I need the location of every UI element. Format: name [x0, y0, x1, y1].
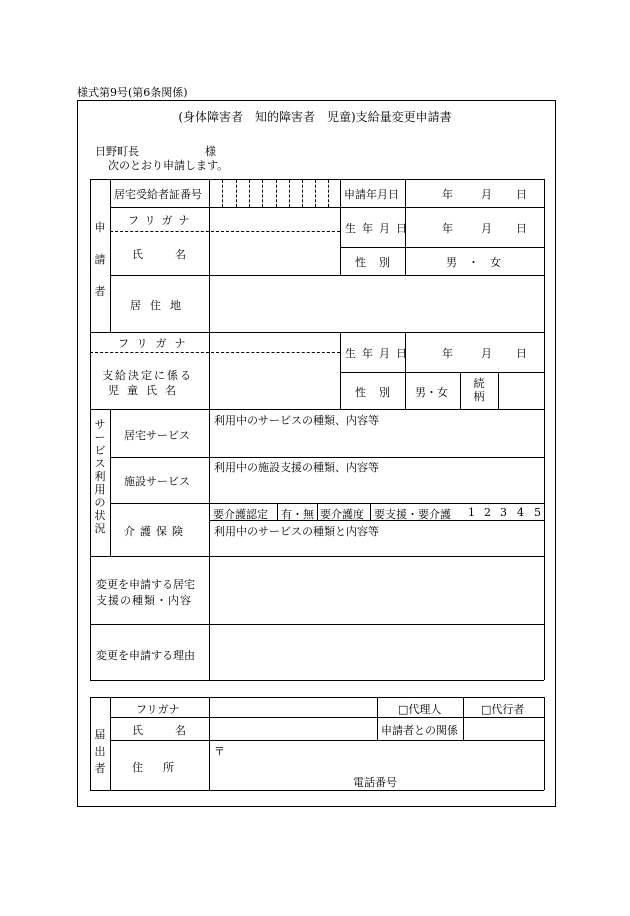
applicant-birth-day: 日	[516, 222, 527, 235]
apply-date-year: 年	[442, 188, 453, 201]
change-kind-label-line2: 支援の種類・内容	[96, 594, 192, 607]
child-birth-day: 日	[516, 347, 527, 360]
care-level-4: 4	[517, 506, 524, 519]
care-level-2: 2	[484, 506, 491, 519]
postal-mark: 〒	[214, 745, 225, 758]
child-birth-label: 生年月日	[345, 347, 413, 360]
apply-date-day: 日	[516, 188, 527, 201]
form-number: 様式第9号(第6条関係)	[77, 86, 188, 99]
home-service-label: 居宅サービス	[124, 429, 190, 442]
care-level-5: 5	[534, 506, 541, 519]
applicant-name-label: 氏名	[132, 248, 218, 261]
phone-label: 電話番号	[353, 776, 397, 789]
notifier-section-label: 届出者	[94, 728, 106, 775]
care-level-options: 要支援・要介護	[374, 508, 451, 521]
child-name-label-line2: 児童氏名	[108, 384, 184, 397]
change-kind-label-line1: 変更を申請する居宅	[96, 578, 195, 591]
notifier-furigana-label: フリガナ	[136, 703, 180, 716]
home-service-note: 利用中のサービスの種類、内容等	[214, 414, 379, 427]
care-level-3: 3	[500, 506, 507, 519]
child-sex-label: 性別	[355, 386, 403, 399]
child-name-label-line1: 支給決定に係る	[102, 369, 193, 382]
honorific: 様	[205, 145, 216, 158]
applicant-section-label: 申請者	[94, 221, 106, 298]
child-sex-options: 男・女	[415, 386, 448, 399]
child-furigana-label: フリガナ	[118, 337, 194, 350]
child-relation-label: 続柄	[473, 377, 485, 403]
services-section-label: サービス利用の状況	[94, 418, 106, 535]
child-birth-year: 年	[442, 347, 453, 360]
notifier-name-label: 氏名	[132, 724, 218, 737]
care-level-label: 要介護度	[320, 508, 364, 521]
apply-date-month: 月	[481, 188, 492, 201]
applicant-birth-month: 月	[481, 222, 492, 235]
change-reason-label: 変更を申請する理由	[96, 649, 195, 662]
facility-service-label: 施設サービス	[124, 475, 190, 488]
applicant-sex-label: 性別	[355, 256, 403, 269]
care-level-1: 1	[468, 506, 475, 519]
notifier-relation-label: 申請者との関係	[381, 724, 458, 737]
care-insurance-note: 利用中のサービスの種類と内容等	[214, 525, 379, 538]
applicant-furigana-label: フリガナ	[128, 214, 196, 227]
child-birth-month: 月	[481, 347, 492, 360]
facility-service-note: 利用中の施設支援の種類、内容等	[214, 461, 379, 474]
agent-checkbox[interactable]: □代理人	[398, 703, 442, 716]
notifier-address-label: 住所	[132, 761, 194, 774]
care-cert-options: 有・無	[281, 508, 314, 521]
cert-number-label: 居宅受給者証番号	[114, 188, 202, 201]
care-insurance-label: 介護保険	[124, 525, 188, 538]
care-cert-label: 要介護認定	[213, 508, 268, 521]
applicant-birth-label: 生年月日	[345, 222, 413, 235]
apply-date-label: 申請年月日	[344, 188, 399, 201]
intro-text: 次のとおり申請します。	[108, 159, 229, 172]
applicant-birth-year: 年	[442, 222, 453, 235]
applicant-address-label: 居住地	[130, 299, 190, 312]
addressee: 日野町長	[95, 145, 139, 158]
proxy-checkbox[interactable]: □代行者	[481, 703, 525, 716]
form-title: (身体障害者 知的障害者 児童)支給量変更申請書	[178, 110, 452, 124]
applicant-sex-options: 男 ・ 女	[446, 256, 501, 269]
